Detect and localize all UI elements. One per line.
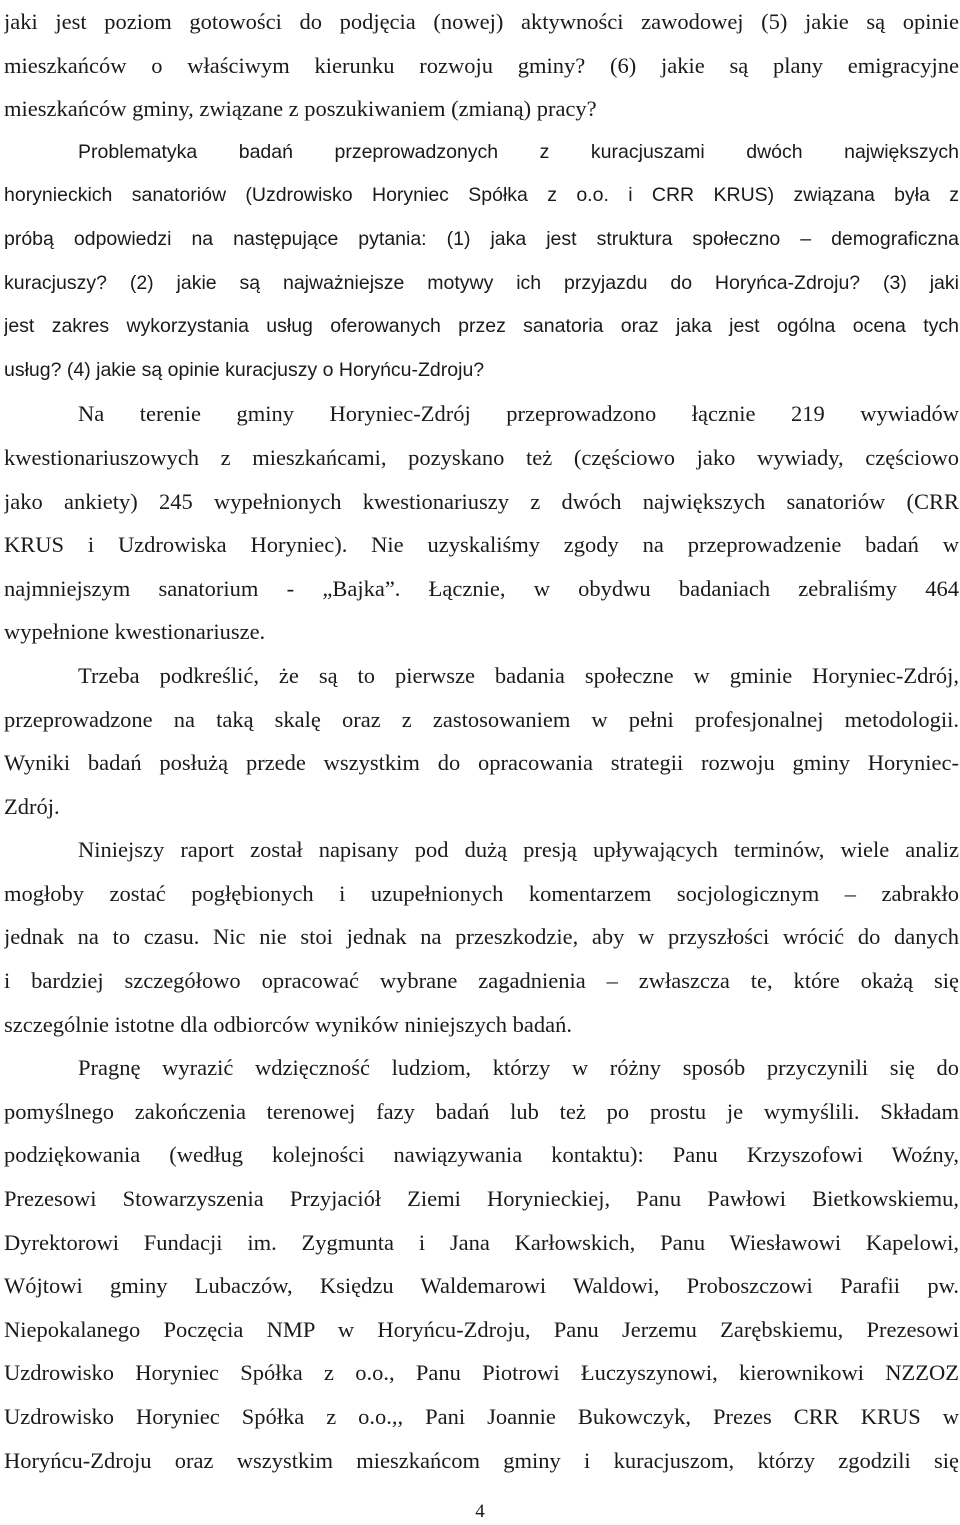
- page-number: 4: [475, 1501, 485, 1522]
- body-text: [4, 0, 959, 1482]
- text-line: Uzdrowisko Horyniec Spółka z o.o.,, Pani Joannie Bukowczyk, Prezes CRR KRUS w: [4, 1404, 959, 1429]
- text-line: kuracjuszy? (2) jakie są najważniejsze motywy ich przyjazdu do Horyńca-Zdroju? (3) jaki: [4, 271, 959, 294]
- text-line: Zdrój.: [4, 793, 60, 819]
- text-line: wypełnione kwestionariusze.: [4, 619, 266, 645]
- text-line: kwestionariuszowych z mieszkańcami, pozyskano też (częściowo jako wywiady, częściowo: [4, 444, 959, 470]
- text-line: Horyńcu-Zdroju oraz wszystkim mieszkańcom gminy i kuracjuszom, którzy zgodzili się: [4, 1447, 959, 1473]
- paragraph: [4, 0, 959, 131]
- text-line: Trzeba podkreślić, że są to pierwsze badania społeczne w gminie Horyniec-Zdrój,: [78, 662, 959, 688]
- paragraph: [4, 392, 959, 654]
- text-line: mogłoby zostać pogłębionych i uzupełnionych komentarzem socjologicznym – zabrakło: [4, 880, 959, 906]
- text-line: i bardziej szczegółowo opracować wybrane zagadnienia – zwłaszcza te, które okażą się: [4, 968, 959, 994]
- text-line: jako ankiety) 245 wypełnionych kwestionariuszy z dwóch największych sanatoriów (CRR: [4, 488, 959, 514]
- paragraph: [4, 131, 959, 393]
- text-line: horynieckich sanatoriów (Uzdrowisko Horyniec Spółka z o.o. i CRR KRUS) związana była z: [4, 184, 959, 207]
- text-line: Niepokalanego Poczęcia NMP w Horyńcu-Zdroju, Panu Jerzemu Zarębskiemu, Prezesowi: [4, 1316, 959, 1342]
- text-line: Wójtowi gminy Lubaczów, Księdzu Waldemarowi Waldowi, Proboszczowi Parafii pw.: [4, 1273, 959, 1299]
- text-line: Na terenie gminy Horyniec-Zdrój przeprowadzono łącznie 219 wywiadów: [78, 401, 959, 427]
- text-line: podziękowania (według kolejności nawiązywania kontaktu): Panu Krzyszofowi Woźny,: [4, 1142, 959, 1168]
- text-line: KRUS i Uzdrowiska Horyniec). Nie uzyskaliśmy zgody na przeprowadzenie badań w: [4, 532, 959, 558]
- text-line: przeprowadzone na taką skalę oraz z zastosowaniem w pełni profesjonalnej metodologii.: [4, 706, 959, 732]
- paragraph: [4, 1046, 959, 1482]
- text-line: próbą odpowiedzi na następujące pytania: (1) jaka jest struktura społeczno – demograficzna: [4, 227, 959, 250]
- text-line: szczególnie istotne dla odbiorców wyników niniejszych badań.: [4, 1011, 572, 1037]
- text-line: mieszkańców o właściwym kierunku rozwoju gminy? (6) jakie są plany emigracyjne: [4, 52, 959, 78]
- text-line: usług? (4) jakie są opinie kuracjuszy o Horyńcu-Zdroju?: [4, 358, 485, 381]
- text-line: pomyślnego zakończenia terenowej fazy badań lub też po prostu je wymyślili. Składam: [4, 1098, 959, 1124]
- text-line: mieszkańców gminy, związane z poszukiwaniem (zmianą) pracy?: [4, 96, 597, 122]
- text-line: Problematyka badań przeprowadzonych z kuracjuszami dwóch największych: [78, 140, 959, 163]
- text-line: Uzdrowisko Horyniec Spółka z o.o., Panu Piotrowi Łuczyszynowi, kierownikowi NZZOZ: [4, 1360, 959, 1386]
- text-line: Niniejszy raport został napisany pod dużą presją upływających terminów, wiele analiz: [78, 837, 959, 863]
- text-line: najmniejszym sanatorium - „Bajka”. Łącznie, w obydwu badaniach zebraliśmy 464: [4, 575, 959, 601]
- text-line: Prezesowi Stowarzyszenia Przyjaciół Ziemi Horynieckiej, Panu Pawłowi Bietkowskiemu,: [4, 1186, 959, 1212]
- text-line: jest zakres wykorzystania usług oferowanych przez sanatoria oraz jaka jest ogólna ocena tych: [4, 315, 959, 338]
- text-line: Dyrektorowi Fundacji im. Zygmunta i Jana Karłowskich, Panu Wiesławowi Kapelowi,: [4, 1229, 959, 1255]
- text-line: Wyniki badań posłużą przede wszystkim do opracowania strategii rozwoju gminy Horyniec-: [4, 750, 959, 776]
- paragraph: [4, 828, 959, 1046]
- text-line: jaki jest poziom gotowości do podjęcia (nowej) aktywności zawodowej (5) jakie są opinie: [4, 9, 959, 34]
- text-line: jednak na to czasu. Nic nie stoi jednak na przeszkodzie, aby w przyszłości wrócić do danych: [4, 924, 959, 950]
- paragraph: [4, 654, 959, 828]
- text-line: Pragnę wyrazić wdzięczność ludziom, którzy w różny sposób przyczynili się do: [78, 1055, 959, 1081]
